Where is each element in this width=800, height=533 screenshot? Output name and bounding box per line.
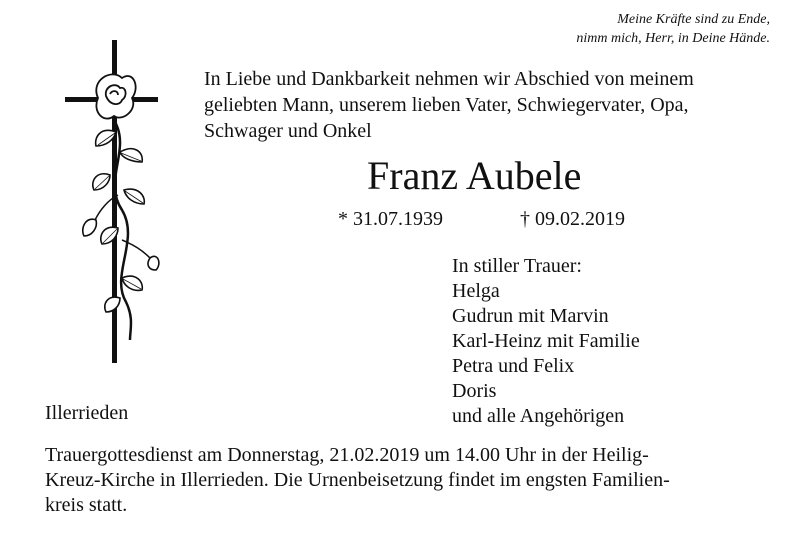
mourner-name: Doris: [452, 380, 497, 402]
intro-line: Schwager und Onkel: [204, 120, 372, 142]
service-line: Trauergottesdienst am Donnerstag, 21.02.2019 um 14.00 Uhr in der Heilig-: [45, 444, 649, 466]
mourners-list: [452, 254, 640, 429]
mourner-name: und alle Angehörigen: [452, 405, 625, 427]
mourner-name: Helga: [452, 280, 500, 302]
motto-line: Meine Kräfte sind zu Ende,: [617, 12, 770, 27]
mourner-name: Gudrun mit Marvin: [452, 305, 609, 327]
mourner-name: Petra und Felix: [452, 355, 575, 377]
service-notice: [45, 443, 765, 518]
motto-verse: [576, 10, 770, 48]
birth-date: * 31.07.1939: [338, 208, 443, 230]
motto-line: nimm mich, Herr, in Deine Hände.: [576, 31, 770, 46]
cross-with-rose-icon: [60, 40, 160, 370]
deceased-name: Franz Aubele: [367, 153, 582, 198]
service-line: Kreuz-Kirche in Illerrieden. Die Urnenbeisetzung findet im engsten Familien-: [45, 469, 670, 491]
intro-text: [204, 66, 774, 144]
intro-line: geliebten Mann, unserem lieben Vater, Schwiegervater, Opa,: [204, 94, 689, 116]
service-line: kreis statt.: [45, 494, 128, 516]
intro-line: In Liebe und Dankbarkeit nehmen wir Abschied von meinem: [204, 68, 694, 90]
death-date: † 09.02.2019: [520, 208, 625, 230]
mourner-name: Karl-Heinz mit Familie: [452, 330, 640, 352]
place-name: Illerrieden: [45, 402, 129, 424]
mourners-heading: In stiller Trauer:: [452, 255, 582, 277]
